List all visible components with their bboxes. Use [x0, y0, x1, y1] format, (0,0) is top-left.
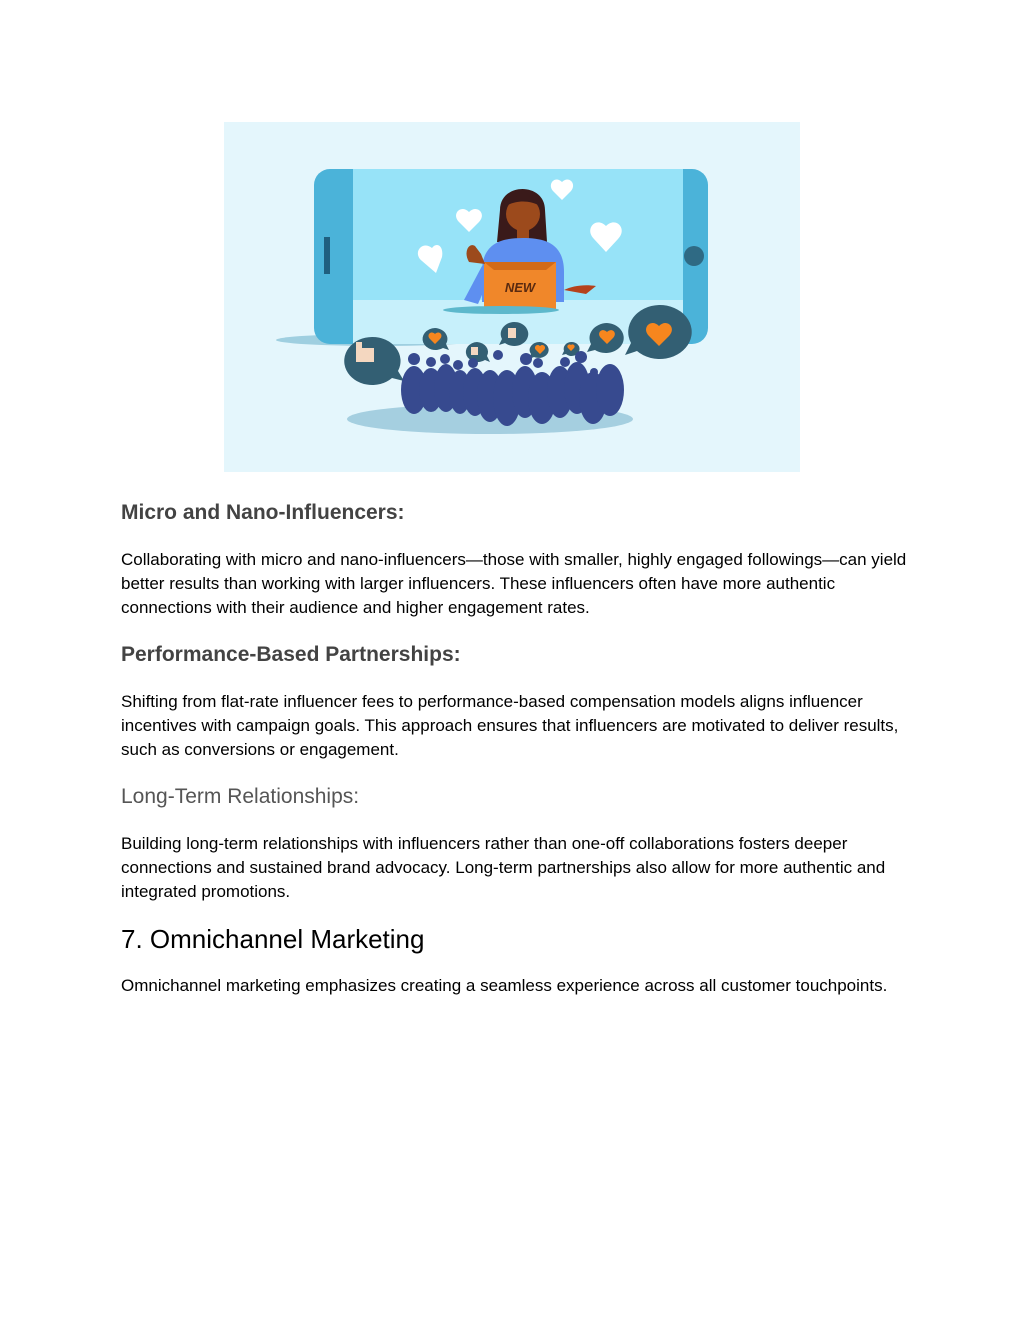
influencer-illustration — [224, 122, 800, 472]
new-badge-text: NEW — [504, 280, 536, 295]
heading-omnichannel-marketing: 7. Omnichannel Marketing — [121, 924, 425, 954]
influencer-illustration-svg — [224, 122, 800, 472]
heading-long-term-relationships: Long-Term Relationships: — [121, 785, 360, 808]
paragraph-long-term-relationships: Building long-term relationships with influencers rather than one-off collaborations fosters deeper connections and sustained brand advocacy. Long-term partnerships also allow for more authentic and integrated promotions. — [121, 834, 886, 901]
paragraph-micro-nano-influencers: Collaborating with micro and nano-influencers—those with smaller, highly engaged followings—can yield better results than working with larger influencers. These influencers often have more authentic connections with their audience and higher engagement rates. — [121, 550, 907, 617]
article-content — [121, 498, 911, 998]
paragraph-performance-based-partnerships: Shifting from flat-rate influencer fees to performance-based compensation models aligns influencer incentives with campaign goals. This approach ensures that influencers are motivated to deliver results, such as conversions or engagement. — [121, 692, 899, 759]
paragraph-omnichannel-marketing: Omnichannel marketing emphasizes creating a seamless experience across all customer touchpoints. — [121, 976, 888, 995]
heading-micro-nano-influencers: Micro and Nano-Influencers: — [121, 501, 405, 524]
heading-performance-based-partnerships: Performance-Based Partnerships: — [121, 643, 461, 666]
